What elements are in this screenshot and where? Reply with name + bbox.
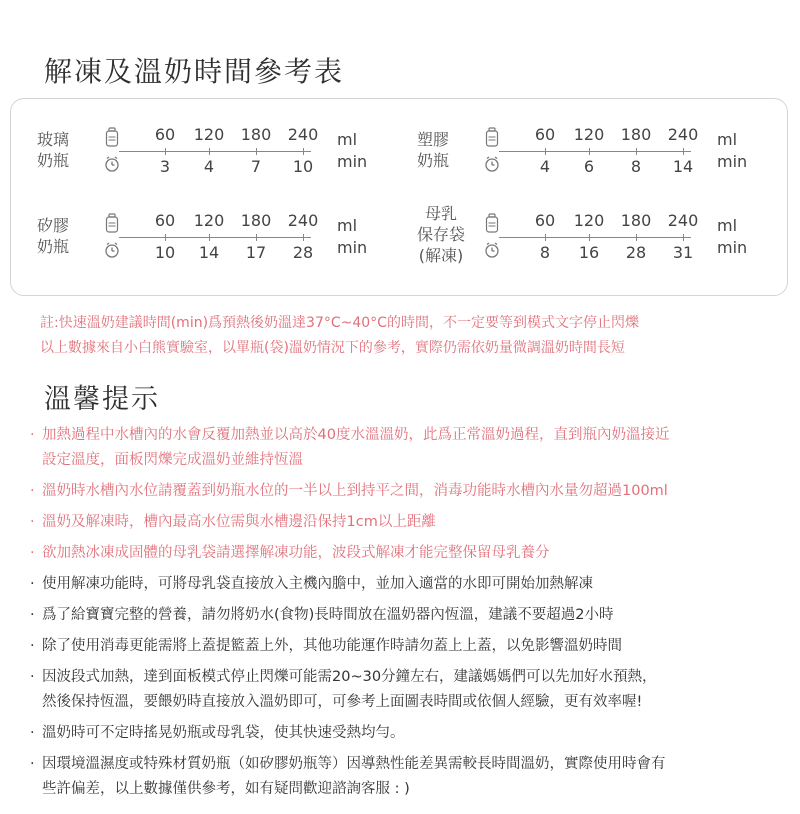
scale-tick: [636, 234, 637, 241]
clock-icon: [484, 156, 500, 176]
min-value: 8: [539, 243, 551, 262]
bottle-icon: [485, 127, 499, 151]
ml-value: 120: [573, 211, 605, 230]
scale-tick: [209, 148, 210, 155]
unit-min: min: [717, 152, 748, 171]
bullet-icon: ·: [30, 725, 35, 741]
scale-line: [119, 151, 311, 152]
label-line: 保存袋: [417, 225, 466, 244]
bullet-icon: ·: [30, 638, 35, 654]
scale-tick: [545, 234, 546, 241]
scale-tick: [165, 148, 166, 155]
ml-value: 120: [193, 211, 225, 230]
ml-value: 240: [667, 125, 699, 144]
page-title: 解凍及溫奶時間參考表: [44, 55, 345, 88]
bottle-icon: [485, 213, 499, 237]
tip-line: 然後保持恆溫，要餵奶時直接放入溫奶即可，可參考上面圖表時間或依個人經驗，更有效率喔!: [42, 694, 643, 710]
note-line: 以上數據來自小白熊實驗室，以單瓶(袋)溫奶情況下的參考，實際仍需依奶量微調溫奶時間長短: [40, 340, 625, 356]
ml-value: 60: [154, 125, 176, 144]
ml-value: 120: [573, 125, 605, 144]
min-value: 7: [250, 157, 262, 176]
bottle-type-label: [417, 129, 449, 171]
label-line: 塑膠: [417, 130, 450, 149]
unit-ml: ml: [337, 130, 358, 149]
unit-min: min: [337, 152, 368, 171]
tip-item: [30, 665, 770, 715]
tip-line: 些許偏差，以上數據僅供參考，如有疑問歡迎諮詢客服 : ): [42, 781, 410, 797]
tip-item: [30, 479, 770, 504]
bullet-icon: ·: [30, 576, 35, 592]
min-value: 6: [583, 157, 595, 176]
scale-line: [499, 151, 691, 152]
label-line: (解凍): [418, 246, 464, 265]
min-value: 31: [672, 243, 694, 262]
ml-value: 180: [620, 211, 652, 230]
ml-value: 180: [620, 125, 652, 144]
unit-ml: ml: [337, 216, 358, 235]
label-line: 母乳: [425, 204, 458, 223]
clock-icon: [104, 242, 120, 262]
scale-line: [119, 237, 311, 238]
unit-min: min: [717, 238, 748, 257]
tip-line: 加熱過程中水槽內的水會反覆加熱並以高於40度水溫溫奶，此爲正常溫奶過程，直到瓶內奶溫接近: [42, 427, 670, 443]
section-title: 溫馨提示: [44, 384, 160, 415]
ml-value: 60: [534, 125, 556, 144]
bottle-icon: [105, 127, 119, 151]
min-value: 16: [578, 243, 600, 262]
unit-ml: ml: [717, 216, 738, 235]
ml-value: 60: [534, 211, 556, 230]
ml-value: 240: [287, 211, 319, 230]
bullet-icon: ·: [30, 427, 35, 443]
min-value: 4: [203, 157, 215, 176]
tip-item: [30, 423, 770, 473]
scale-tick: [256, 234, 257, 241]
tip-line: 除了使用消毒更能需將上蓋提籃蓋上外，其他功能運作時請勿蓋上上蓋，以免影響溫奶時間: [42, 638, 622, 654]
scale-tick: [303, 148, 304, 155]
tip-line: 溫奶時水槽內水位請覆蓋到奶瓶水位的一半以上到持平之間，消毒功能時水槽內水量勿超過100ml: [42, 483, 668, 499]
tip-item: [30, 721, 770, 746]
bullet-icon: ·: [30, 514, 35, 530]
bottle-icon: [105, 213, 119, 237]
bottle-type-label: [37, 129, 69, 171]
min-value: 10: [154, 243, 176, 262]
tip-line: 爲了給寶寶完整的營養，請勿將奶水(食物)長時間放在溫奶器內恆溫，建議不要超過2小時: [42, 607, 614, 623]
label-line: 奶瓶: [417, 151, 450, 170]
min-value: 28: [625, 243, 647, 262]
bullet-icon: ·: [30, 483, 35, 499]
scale-tick: [303, 234, 304, 241]
tip-line: 因波段式加熱，達到面板模式停止閃爍可能需20~30分鐘左右，建議媽媽們可以先加好水預熱，: [42, 669, 657, 685]
bullet-icon: ·: [30, 756, 35, 772]
min-value: 3: [159, 157, 171, 176]
tip-item: [30, 752, 770, 802]
tip-item: [30, 541, 770, 566]
label-line: 矽膠: [37, 216, 70, 235]
min-value: 14: [672, 157, 694, 176]
tip-line: 欲加熱冰凍成固體的母乳袋請選擇解凍功能，波段式解凍才能完整保留母乳養分: [42, 545, 550, 561]
note-line: 註:快速溫奶建議時間(min)爲預熱後奶溫達37°C~40°C的時間，不一定要等到模式文字停止閃爍: [40, 315, 639, 331]
bottle-type-label: [37, 215, 69, 257]
notes: [40, 311, 639, 361]
scale-tick: [256, 148, 257, 155]
bullet-icon: ·: [30, 607, 35, 623]
ml-value: 120: [193, 125, 225, 144]
ml-value: 180: [240, 125, 272, 144]
tip-item: [30, 510, 770, 535]
unit-min: min: [337, 238, 368, 257]
clock-icon: [484, 242, 500, 262]
min-value: 10: [292, 157, 314, 176]
min-value: 17: [245, 243, 267, 262]
scale-tick: [209, 234, 210, 241]
tip-line: 使用解凍功能時，可將母乳袋直接放入主機內膽中，並加入適當的水即可開始加熱解凍: [42, 576, 593, 592]
tip-item: [30, 634, 770, 659]
tip-line: 設定溫度，面板閃爍完成溫奶並維持恆溫: [42, 452, 303, 468]
scale-tick: [545, 148, 546, 155]
label-line: 奶瓶: [37, 151, 70, 170]
tip-item: [30, 572, 770, 597]
tips-list: [30, 423, 770, 808]
tip-line: 因環境溫濕度或特殊材質奶瓶（如矽膠奶瓶等）因導熱性能差異需較長時間溫奶，實際使用時會有: [42, 756, 666, 772]
ml-value: 180: [240, 211, 272, 230]
bottle-type-label: [417, 203, 465, 266]
clock-icon: [104, 156, 120, 176]
scale-tick: [589, 148, 590, 155]
tip-line: 溫奶及解凍時，槽內最高水位需與水槽邊沿保持1cm以上距離: [42, 514, 436, 530]
min-value: 4: [539, 157, 551, 176]
min-value: 8: [630, 157, 642, 176]
unit-ml: ml: [717, 130, 738, 149]
bullet-icon: ·: [30, 669, 35, 685]
tip-line: 溫奶時可不定時搖晃奶瓶或母乳袋，使其快速受熱均勻。: [42, 725, 405, 741]
reference-table: [10, 98, 788, 296]
scale-tick: [165, 234, 166, 241]
min-value: 28: [292, 243, 314, 262]
label-line: 玻璃: [37, 130, 70, 149]
scale-tick: [589, 234, 590, 241]
label-line: 奶瓶: [37, 237, 70, 256]
ml-value: 240: [667, 211, 699, 230]
min-value: 14: [198, 243, 220, 262]
scale-tick: [636, 148, 637, 155]
ml-value: 240: [287, 125, 319, 144]
scale-tick: [683, 234, 684, 241]
tip-item: [30, 603, 770, 628]
ml-value: 60: [154, 211, 176, 230]
bullet-icon: ·: [30, 545, 35, 561]
scale-tick: [683, 148, 684, 155]
scale-line: [499, 237, 691, 238]
